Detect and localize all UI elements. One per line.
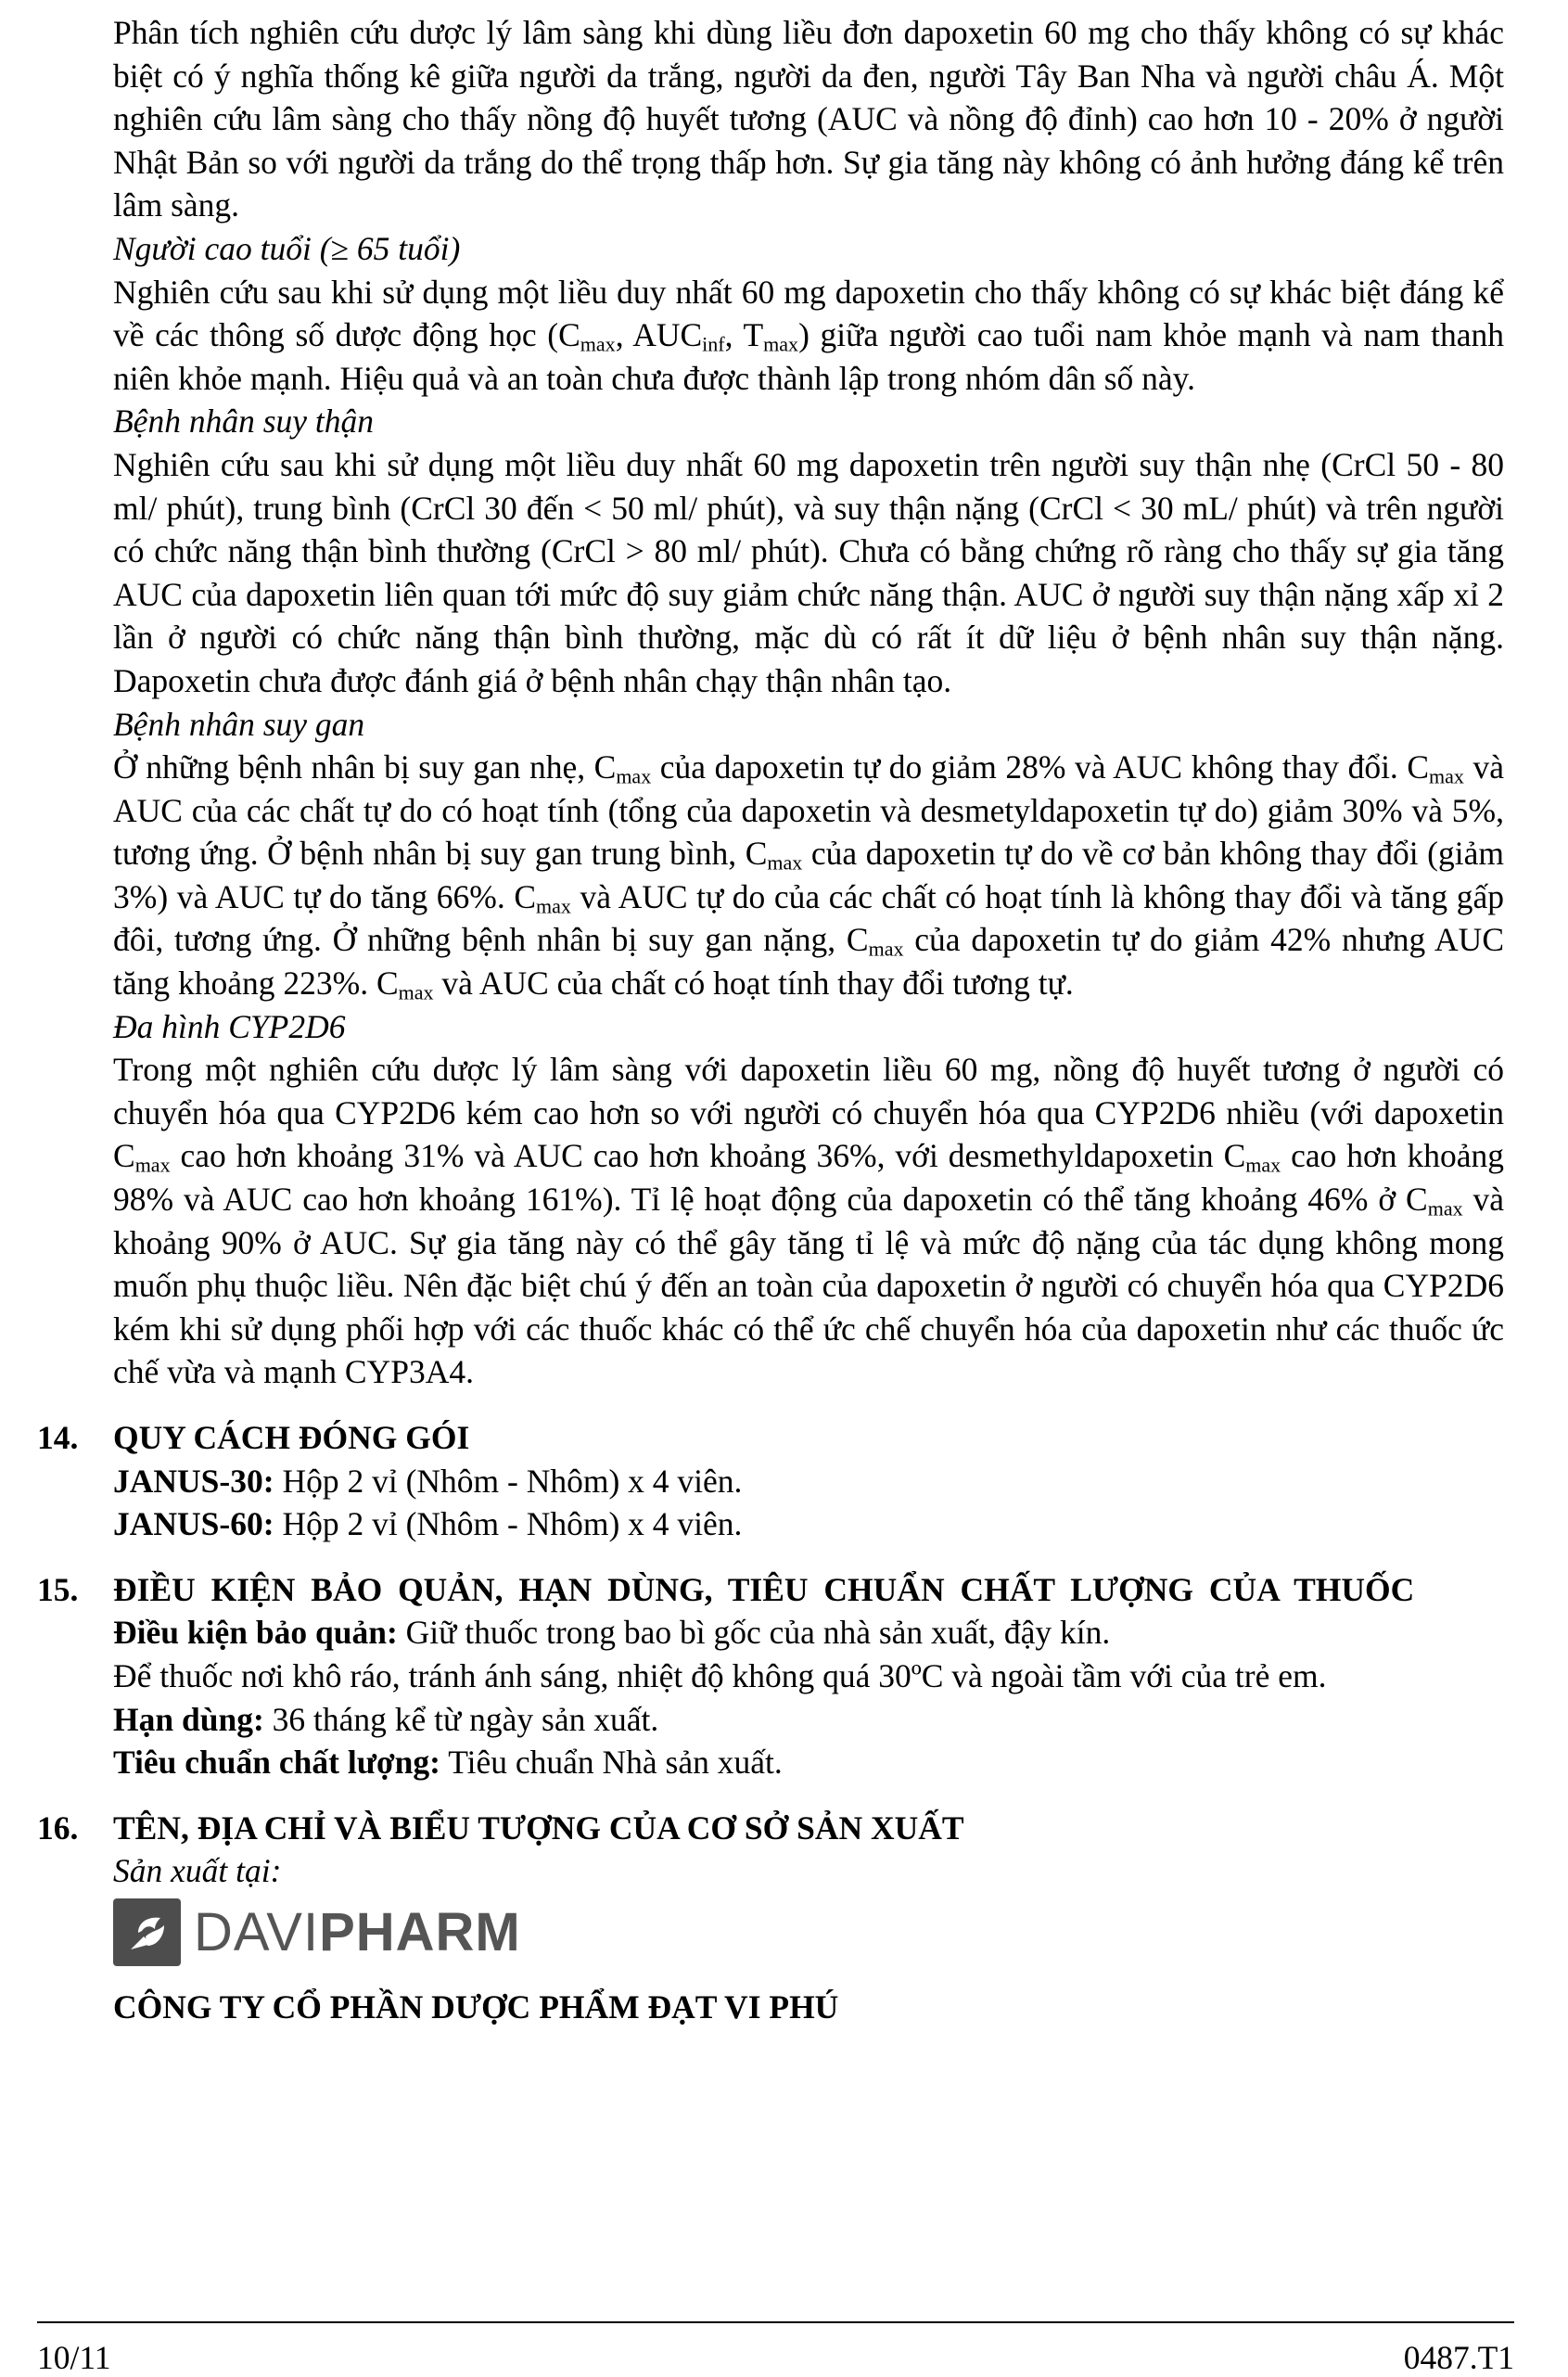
renal-paragraph: Nghiên cứu sau khi sử dụng một liều duy nhất 60 mg dapoxetin trên người suy thận nhẹ (CrCl 50 - 80 ml/ phút), trung bình (CrCl 30 đến < 50 ml/ phút), và suy thận nặng (CrCl < 30 mL/ phút) và trên người có chức năng thận bình thường (CrCl > 80 ml/ phút). Chưa có bằng chứng rõ ràng cho thấy sự gia tăng AUC của dapoxetin liên quan tới mức độ suy giảm chức năng thận. AUC ở người suy thận nặng xấp xỉ 2 lần ở người có chức năng thận bình thường, mặc dù có rất ít dữ liệu ở bệnh nhân suy thận nặng. Dapoxetin chưa được đánh giá ở bệnh nhân chạy thận nhân tạo.	[113, 445, 1504, 699]
section-15	[37, 1568, 1504, 1784]
hepatic-heading: Bệnh nhân suy gan	[113, 705, 365, 743]
section-14-title: QUY CÁCH ĐÓNG GÓI	[113, 1419, 470, 1456]
davipharm-logo	[113, 1898, 1504, 1967]
elderly-paragraph: Nghiên cứu sau khi sử dụng một liều duy nhất 60 mg dapoxetin cho thấy không có sự khác biệt đáng kể về các thông số dược động học ($C_{max}$, $AUC_{inf}$, $T_{max}$) giữa người cao tuổi nam khỏe mạnh và nam thanh niên khỏe mạnh. Hiệu quả và an toàn chưa được thành lập trong nhóm dân số này.	[113, 273, 1505, 397]
janus60-line: JANUS-60: Hộp 2 vỉ (Nhôm - Nhôm) x 4 viên.	[113, 1505, 743, 1543]
section-14-number: 14.	[37, 1419, 79, 1456]
section-14	[37, 1416, 1504, 1546]
davipharm-logo-text: DAVIPHARM	[194, 1901, 521, 1962]
section-16	[37, 1807, 1504, 2029]
document-code: 0487.T1	[1403, 2339, 1514, 2376]
page-number: 10/11	[37, 2339, 111, 2376]
company-name: CÔNG TY CỔ PHẦN DƯỢC PHẨM ĐẠT VI PHÚ	[113, 1987, 839, 2026]
davipharm-logo-icon	[113, 1898, 181, 1966]
made-at-label: Sản xuất tại:	[113, 1852, 282, 1890]
cyp2d6-heading: Đa hình CYP2D6	[113, 1007, 346, 1045]
quality-line: Tiêu chuẩn chất lượng: Tiêu chuẩn Nhà sản xuất.	[113, 1744, 783, 1782]
storage-line: Điều kiện bảo quản: Giữ thuốc trong bao bì gốc của nhà sản xuất, đậy kín.	[113, 1614, 1111, 1652]
hepatic-paragraph: Ở những bệnh nhân bị suy gan nhẹ, $C_{max}$ của dapoxetin tự do giảm 28% và AUC không thay đổi. $C_{max}$ và AUC của các chất tự do có hoạt tính (tổng của dapoxetin và desmetyldapoxetin tự do) giảm 30% và 5%, tương ứng. Ở bệnh nhân bị suy gan trung bình, $C_{max}$ của dapoxetin tự do về cơ bản không thay đổi (giảm 3%) và AUC tự do tăng 66%. $C_{max}$ và AUC tự do của các chất có hoạt tính là không thay đổi và tăng gấp đôi, tương ứng. Ở những bệnh nhân bị suy gan nặng, $C_{max}$ của dapoxetin tự do giảm 42% nhưng AUC tăng khoảng 223%. $C_{max}$ và AUC của chất có hoạt tính thay đổi tương tự.	[113, 748, 1504, 1004]
section-16-number: 16.	[37, 1808, 79, 1847]
janus30-line: JANUS-30: Hộp 2 vỉ (Nhôm - Nhôm) x 4 viên.	[113, 1462, 743, 1500]
ethnicity-paragraph: Phân tích nghiên cứu dược lý lâm sàng khi dùng liều đơn dapoxetin 60 mg cho thấy không có sự khác biệt có ý nghĩa thống kê giữa người da trắng, người da đen, người Tây Ban Nha và người châu Á. Một nghiên cứu lâm sàng cho thấy nồng độ huyết tương (AUC và nồng độ đỉnh) cao hơn 10 - 20% ở người Nhật Bản so với người da trắng do thể trọng thấp hơn. Sự gia tăng này không có ảnh hưởng đáng kể trên lâm sàng.	[113, 14, 1504, 224]
renal-heading: Bệnh nhân suy thận	[113, 403, 375, 441]
section-15-number: 15.	[37, 1570, 79, 1608]
section-16-title: TÊN, ĐỊA CHỈ VÀ BIỂU TƯỢNG CỦA CƠ SỞ SẢN XUẤT	[113, 1808, 964, 1847]
cyp2d6-paragraph: Trong một nghiên cứu dược lý lâm sàng với dapoxetin liều 60 mg, nồng độ huyết tương ở người có chuyển hóa qua CYP2D6 kém cao hơn so với người có chuyển hóa qua CYP2D6 nhiều (với dapoxetin $C_{max}$ cao hơn khoảng 31% và AUC cao hơn khoảng 36%, với desmethyldapoxetin $C_{max}$ cao hơn khoảng 98% và AUC cao hơn khoảng 161%). Tỉ lệ hoạt động của dapoxetin có thể tăng khoảng 46% ở $C_{max}$ và khoảng 90% ở AUC. Sự gia tăng này có thể gây tăng tỉ lệ và mức độ nặng của tác dụng không mong muốn phụ thuộc liều. Nên đặc biệt chú ý đến an toàn của dapoxetin ở người có chuyển hóa qua CYP2D6 kém khi sử dụng phối hợp với các thuốc khác có thể ức chế chuyển hóa của dapoxetin như các thuốc ức chế vừa và mạnh CYP3A4.	[113, 1051, 1504, 1391]
expiry-line: Hạn dùng: 36 tháng kể từ ngày sản xuất.	[113, 1700, 659, 1738]
section-15-title: ĐIỀU KIỆN BẢO QUẢN, HẠN DÙNG, TIÊU CHUẨN CHẤT LƯỢNG CỦA THUỐC	[113, 1570, 1415, 1608]
elderly-heading: Người cao tuổi (≥ 65 tuổi)	[113, 229, 461, 267]
document-body	[37, 11, 1505, 2029]
storage-line-2: Để thuốc nơi khô ráo, tránh ánh sáng, nhiệt độ không quá 30ºC và ngoài tầm với của trẻ em.	[113, 1656, 1327, 1694]
footer-divider	[37, 2321, 1514, 2323]
